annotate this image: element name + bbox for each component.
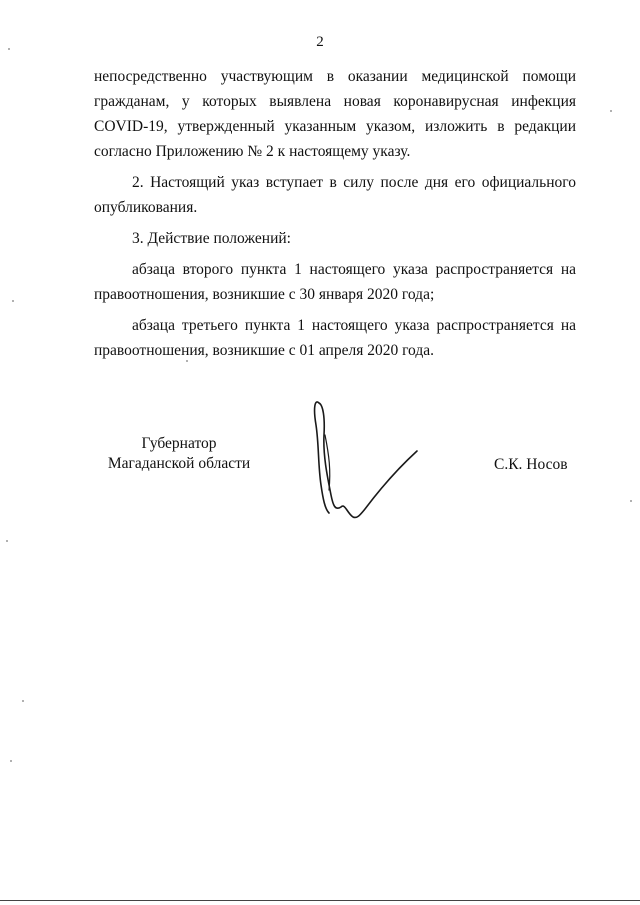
paragraph-continuation: непосредственно участвующим в оказании медицинской помощи гражданам, у которых выявлена новая коронавирусная инфекция COVID-19, утвержденный указанным указом, изложить в редакции согласно Приложению № 2 к настоящему указу.: [94, 68, 576, 160]
document-body: [94, 64, 576, 369]
scan-speck: [6, 540, 8, 542]
scan-speck: [186, 360, 188, 362]
handwritten-signature: [305, 395, 430, 530]
scan-speck: [12, 300, 14, 302]
signatory-position-title: Губернатор: [141, 435, 217, 452]
scan-speck: [10, 760, 12, 762]
scan-speck: [22, 700, 24, 702]
paragraph-entry-into-force: 2. Настоящий указ вступает в силу после дня его официального опубликования.: [94, 174, 576, 216]
paragraph-second-clause: абзаца второго пункта 1 настоящего указа распространяется на правоотношения, возникшие с 30 января 2020 года;: [94, 261, 576, 303]
paragraph-effect-of-provisions: 3. Действие положений:: [132, 230, 291, 247]
scan-speck: [8, 48, 10, 50]
scan-speck: [630, 500, 632, 502]
signatory-position: [94, 434, 264, 474]
paragraph-third-clause: абзаца третьего пункта 1 настоящего указа распространяется на правоотношения, возникшие с 01 апреля 2020 года.: [94, 317, 576, 359]
signatory-position-region: Магаданской области: [107, 455, 251, 472]
scan-bottom-edge: [0, 900, 640, 901]
scan-speck: [610, 110, 612, 112]
page-number: 2: [316, 34, 324, 50]
signatory-name: С.К. Носов: [494, 456, 568, 473]
